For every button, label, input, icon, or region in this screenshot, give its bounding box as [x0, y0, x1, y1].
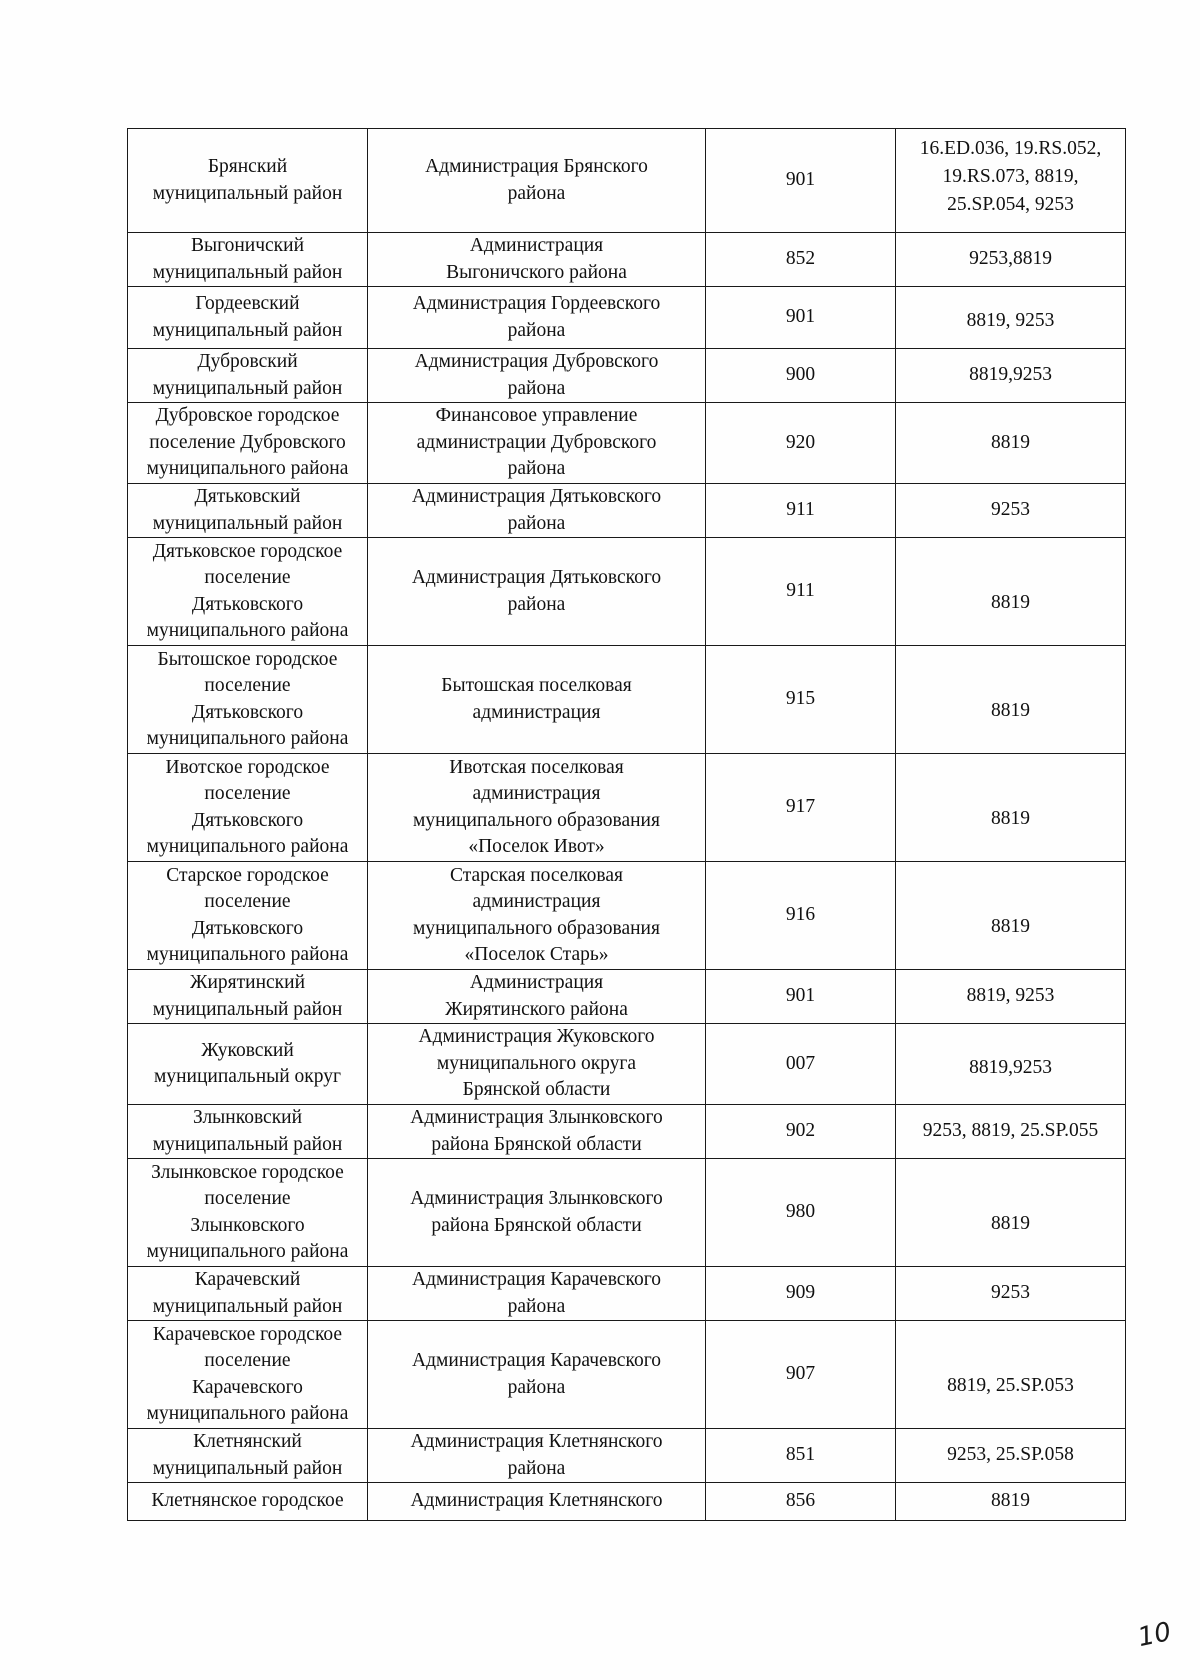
- entity-cell: Злынковский муниципальный район: [128, 1105, 368, 1159]
- entity-cell: Дятьковский муниципальный район: [128, 484, 368, 538]
- codes-cell: 9253,8819: [896, 233, 1126, 287]
- entity-cell: Клетнянский муниципальный район: [128, 1429, 368, 1483]
- codes-cell: 8819: [896, 538, 1126, 646]
- table-row: [128, 287, 1126, 349]
- code-cell: 901: [706, 287, 896, 349]
- codes-cell: 8819: [896, 754, 1126, 862]
- code-cell: 911: [706, 484, 896, 538]
- codes-cell: 8819: [896, 1159, 1126, 1267]
- administration-cell: Администрация Дятьковского района: [368, 538, 706, 646]
- table-row: [128, 1159, 1126, 1267]
- entity-cell: Старское городское поселение Дятьковского муниципального района: [128, 862, 368, 970]
- code-cell: 980: [706, 1159, 896, 1267]
- table-row: [128, 1024, 1126, 1105]
- code-cell: 901: [706, 970, 896, 1024]
- entity-cell: Дятьковское городское поселение Дятьковского муниципального района: [128, 538, 368, 646]
- codes-cell: 8819, 9253: [896, 287, 1126, 349]
- entity-cell: Гордеевский муниципальный район: [128, 287, 368, 349]
- code-cell: 911: [706, 538, 896, 646]
- entity-cell: Жирятинский муниципальный район: [128, 970, 368, 1024]
- entity-cell: Жуковский муниципальный округ: [128, 1024, 368, 1105]
- code-cell: 900: [706, 349, 896, 403]
- codes-cell: 8819: [896, 403, 1126, 484]
- codes-cell: 9253, 25.SP.058: [896, 1429, 1126, 1483]
- codes-cell: 9253: [896, 484, 1126, 538]
- table-row: [128, 349, 1126, 403]
- entity-cell: Карачевский муниципальный район: [128, 1267, 368, 1321]
- codes-cell: 8819: [896, 1483, 1126, 1521]
- administration-cell: Администрация Жуковского муниципального округа Брянской области: [368, 1024, 706, 1105]
- table-row: [128, 484, 1126, 538]
- entity-cell: Злынковское городское поселение Злынковского муниципального района: [128, 1159, 368, 1267]
- code-cell: 007: [706, 1024, 896, 1105]
- administration-cell: Ивотская поселковая администрация муниципального образования «Поселок Ивот»: [368, 754, 706, 862]
- table-row: [128, 233, 1126, 287]
- administration-cell: Администрация Злынковского района Брянской области: [368, 1159, 706, 1267]
- page-number: 10: [1135, 1616, 1174, 1654]
- administration-cell: Администрация Дубровского района: [368, 349, 706, 403]
- administration-cell: Администрация Выгоничского района: [368, 233, 706, 287]
- administration-cell: Администрация Карачевского района: [368, 1321, 706, 1429]
- codes-cell: 8819: [896, 862, 1126, 970]
- table-row: [128, 646, 1126, 754]
- entity-cell: Дубровское городское поселение Дубровского муниципального района: [128, 403, 368, 484]
- administration-cell: Финансовое управление администрации Дубровского района: [368, 403, 706, 484]
- administration-cell: Старская поселковая администрация муниципального образования «Поселок Старь»: [368, 862, 706, 970]
- codes-cell: 8819, 25.SP.053: [896, 1321, 1126, 1429]
- codes-cell: 9253, 8819, 25.SP.055: [896, 1105, 1126, 1159]
- table-row: [128, 129, 1126, 233]
- codes-cell: 8819: [896, 646, 1126, 754]
- table-row: [128, 1105, 1126, 1159]
- table-row: [128, 1267, 1126, 1321]
- administration-cell: Администрация Злынковского района Брянской области: [368, 1105, 706, 1159]
- table-row: [128, 1321, 1126, 1429]
- codes-cell: 9253: [896, 1267, 1126, 1321]
- codes-cell: 8819,9253: [896, 349, 1126, 403]
- administration-cell: Бытошская поселковая администрация: [368, 646, 706, 754]
- administration-cell: Администрация Клетнянского: [368, 1483, 706, 1521]
- budget-codes-table: [127, 128, 1126, 1521]
- code-cell: 852: [706, 233, 896, 287]
- entity-cell: Карачевское городское поселение Карачевского муниципального района: [128, 1321, 368, 1429]
- table-row: [128, 862, 1126, 970]
- entity-cell: Дубровский муниципальный район: [128, 349, 368, 403]
- entity-cell: Брянский муниципальный район: [128, 129, 368, 233]
- administration-cell: Администрация Клетнянского района: [368, 1429, 706, 1483]
- code-cell: 916: [706, 862, 896, 970]
- administration-cell: Администрация Гордеевского района: [368, 287, 706, 349]
- administration-cell: Администрация Дятьковского района: [368, 484, 706, 538]
- code-cell: 851: [706, 1429, 896, 1483]
- table-row: [128, 1483, 1126, 1521]
- code-cell: 856: [706, 1483, 896, 1521]
- administration-cell: Администрация Жирятинского района: [368, 970, 706, 1024]
- code-cell: 901: [706, 129, 896, 233]
- table-row: [128, 970, 1126, 1024]
- code-cell: 909: [706, 1267, 896, 1321]
- code-cell: 920: [706, 403, 896, 484]
- table-row: [128, 1429, 1126, 1483]
- codes-cell: 16.ED.036, 19.RS.052, 19.RS.073, 8819, 25.SP.054, 9253: [896, 129, 1126, 233]
- table-row: [128, 403, 1126, 484]
- code-cell: 907: [706, 1321, 896, 1429]
- code-cell: 915: [706, 646, 896, 754]
- entity-cell: Ивотское городское поселение Дятьковского муниципального района: [128, 754, 368, 862]
- code-cell: 902: [706, 1105, 896, 1159]
- code-cell: 917: [706, 754, 896, 862]
- entity-cell: Бытошское городское поселение Дятьковского муниципального района: [128, 646, 368, 754]
- codes-cell: 8819, 9253: [896, 970, 1126, 1024]
- table-row: [128, 538, 1126, 646]
- entity-cell: Выгоничский муниципальный район: [128, 233, 368, 287]
- codes-cell: 8819,9253: [896, 1024, 1126, 1105]
- administration-cell: Администрация Карачевского района: [368, 1267, 706, 1321]
- entity-cell: Клетнянское городское: [128, 1483, 368, 1521]
- administration-cell: Администрация Брянского района: [368, 129, 706, 233]
- table-row: [128, 754, 1126, 862]
